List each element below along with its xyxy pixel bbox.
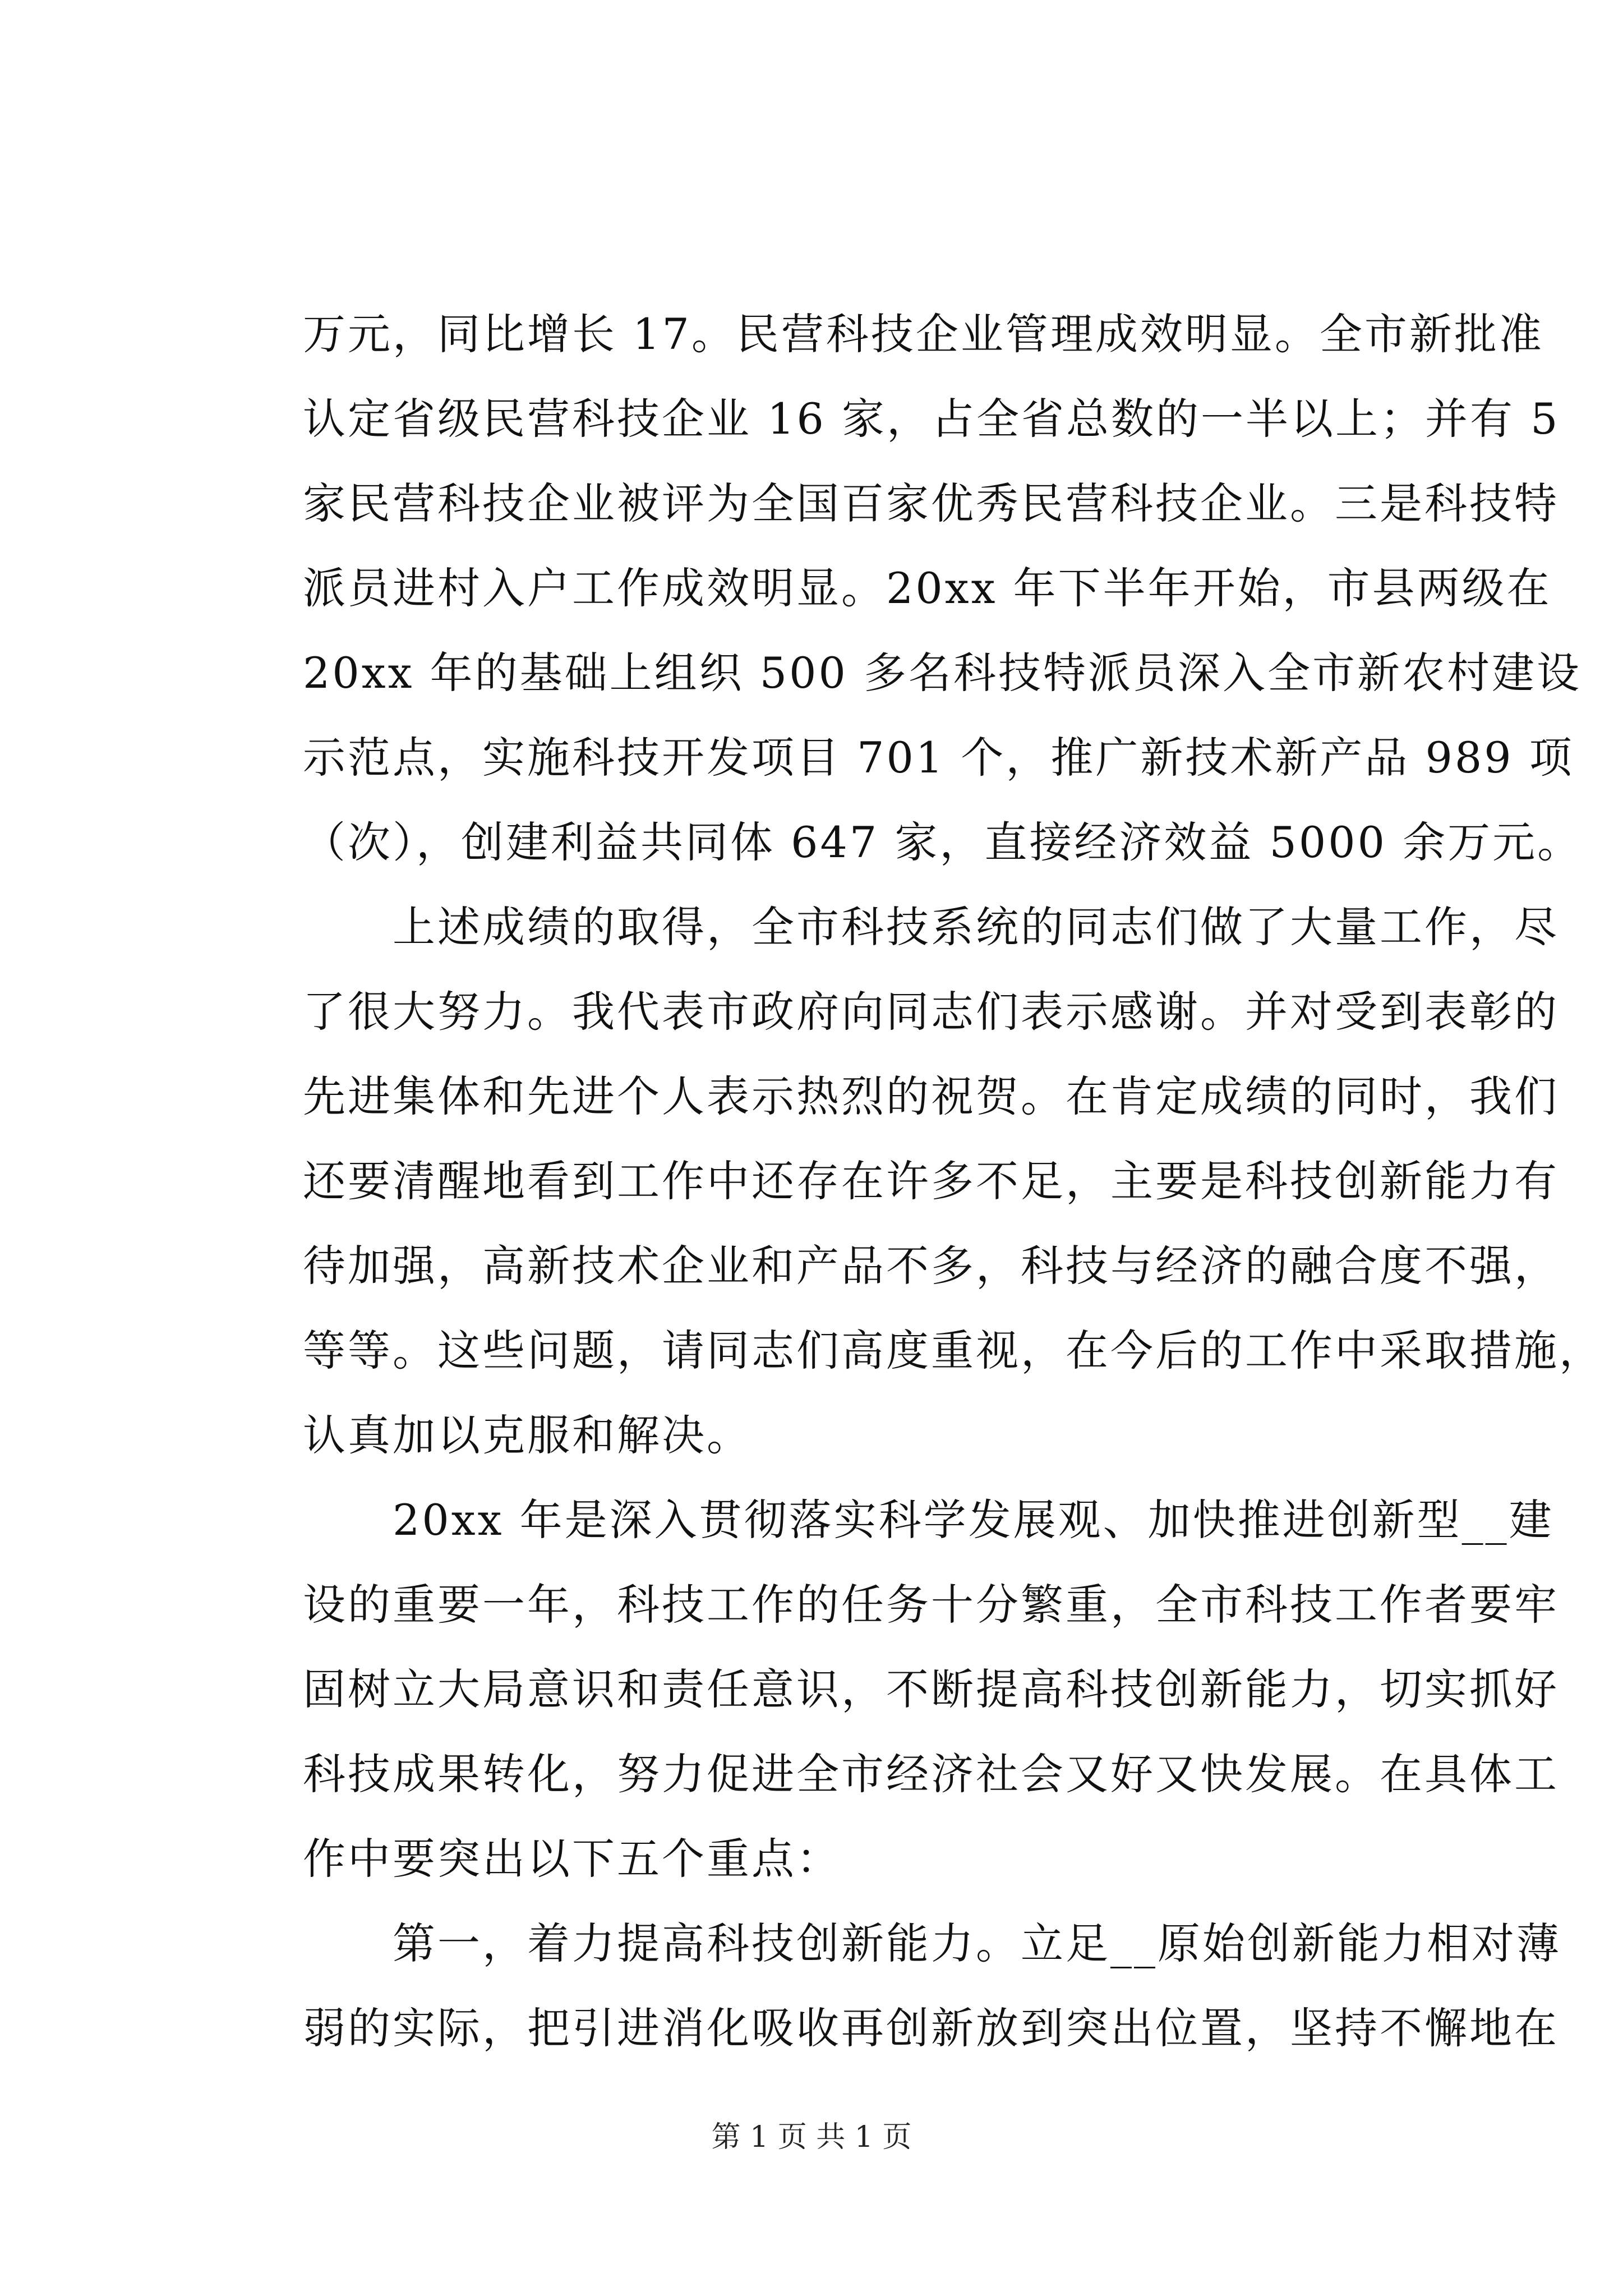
text-line: 还要清醒地看到工作中还存在许多不足，主要是科技创新能力有: [303, 1156, 1559, 1206]
text-line: 等等。这些问题，请同志们高度重视，在今后的工作中采取措施，: [303, 1326, 1604, 1375]
page-number-footer: 第 1 页 共 1 页: [711, 2120, 912, 2154]
text-line: 作中要突出以下五个重点：: [303, 1834, 841, 1884]
text-line: 固树立大局意识和责任意识，不断提高科技创新能力，切实抓好: [303, 1664, 1559, 1714]
text-line: 待加强，高新技术企业和产品不多，科技与经济的融合度不强，: [303, 1241, 1559, 1291]
text-line: 设的重要一年，科技工作的任务十分繁重，全市科技工作者要牢: [303, 1580, 1559, 1630]
text-line: 家民营科技企业被评为全国百家优秀民营科技企业。三是科技特: [303, 478, 1559, 528]
text-line: 示范点，实施科技开发项目 701 个，推广新技术新产品 989 项: [303, 733, 1574, 783]
text-line: 认定省级民营科技企业 16 家，占全省总数的一半以上；并有 5: [303, 394, 1560, 444]
text-line: 万元，同比增长 17。民营科技企业管理成效明显。全市新批准: [303, 309, 1544, 359]
text-line: 20xx 年的基础上组织 500 多名科技特派员深入全市新农村建设: [303, 648, 1581, 698]
text-line: 认真加以克服和解决。: [303, 1410, 751, 1460]
text-line: 科技成果转化，努力促进全市经济社会又好又快发展。在具体工: [303, 1749, 1559, 1799]
text-line: 先进集体和先进个人表示热烈的祝贺。在肯定成绩的同时，我们: [303, 1071, 1559, 1121]
text-line: 弱的实际，把引进消化吸收再创新放到突出位置，坚持不懈地在: [303, 2003, 1559, 2053]
text-line: 20xx 年是深入贯彻落实科学发展观、加快推进创新型__建: [303, 1495, 1554, 1545]
document-body: [303, 292, 1604, 2070]
text-line: （次），创建利益共同体 647 家，直接经济效益 5000 余万元。: [303, 817, 1583, 867]
text-line: 了很大努力。我代表市政府向同志们表示感谢。并对受到表彰的: [303, 987, 1559, 1037]
text-line: 派员进村入户工作成效明显。20xx 年下半年开始，市县两级在: [303, 563, 1552, 613]
text-line: 第一，着力提高科技创新能力。立足__原始创新能力相对薄: [303, 1918, 1561, 1968]
text-line: 上述成绩的取得，全市科技系统的同志们做了大量工作，尽: [303, 902, 1559, 952]
